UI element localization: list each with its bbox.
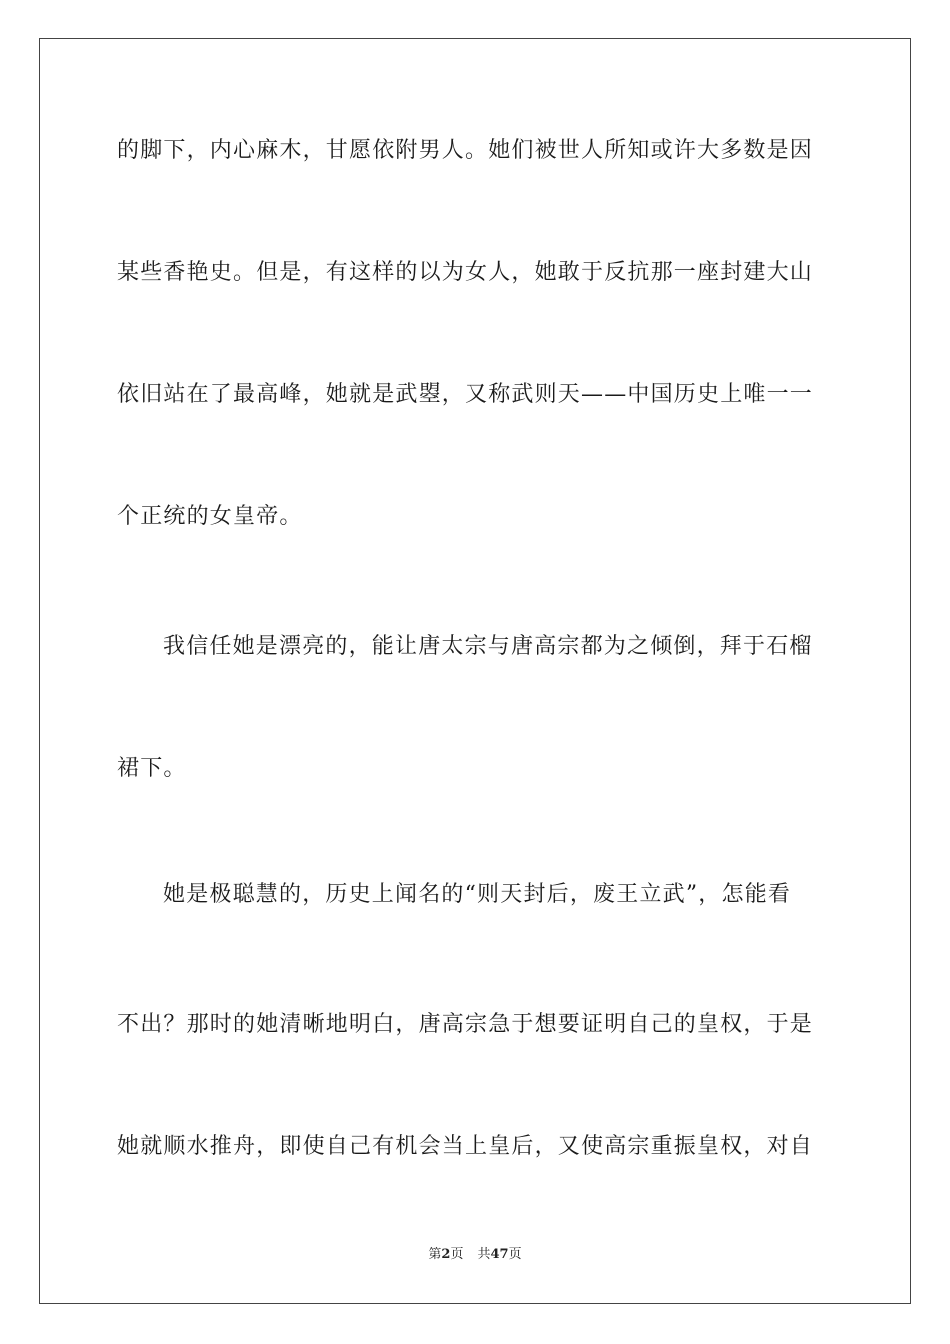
- body-line-9: 她就顺水推舟，即使自己有机会当上皇后，又使高宗重振皇权，对自: [117, 1134, 814, 1159]
- footer-page-number: 2: [441, 1247, 451, 1262]
- body-line-3: 依旧站在了最高峰，她就是武曌，又称武则天——中国历史上唯一一: [117, 382, 814, 407]
- body-line-6: 裙下。: [117, 756, 187, 781]
- body-line-2: 某些香艳史。但是，有这样的以为女人，她敢于反抗那一座封建大山: [117, 260, 814, 285]
- body-line-4: 个正统的女皇帝。: [117, 504, 303, 529]
- body-line-8: 不出？那时的她清晰地明白，唐高宗急于想要证明自己的皇权，于是: [117, 1012, 814, 1037]
- body-line-7: 她是极聪慧的，历史上闻名的“则天封后，废王立武”，怎能看: [163, 882, 792, 907]
- body-line-5: 我信任她是漂亮的，能让唐太宗与唐高宗都为之倾倒，拜于石榴: [163, 634, 813, 659]
- footer-total-suffix: 页: [508, 1247, 522, 1262]
- footer-page-suffix: 页: [450, 1247, 464, 1262]
- page-border: [39, 38, 911, 1304]
- page-footer: [0, 1246, 950, 1264]
- footer-total-prefix: 共: [477, 1247, 491, 1262]
- footer-page-prefix: 第: [428, 1247, 442, 1262]
- body-line-1: 的脚下，内心麻木，甘愿依附男人。她们被世人所知或许大多数是因: [117, 138, 814, 163]
- footer-total-pages: 47: [490, 1247, 509, 1262]
